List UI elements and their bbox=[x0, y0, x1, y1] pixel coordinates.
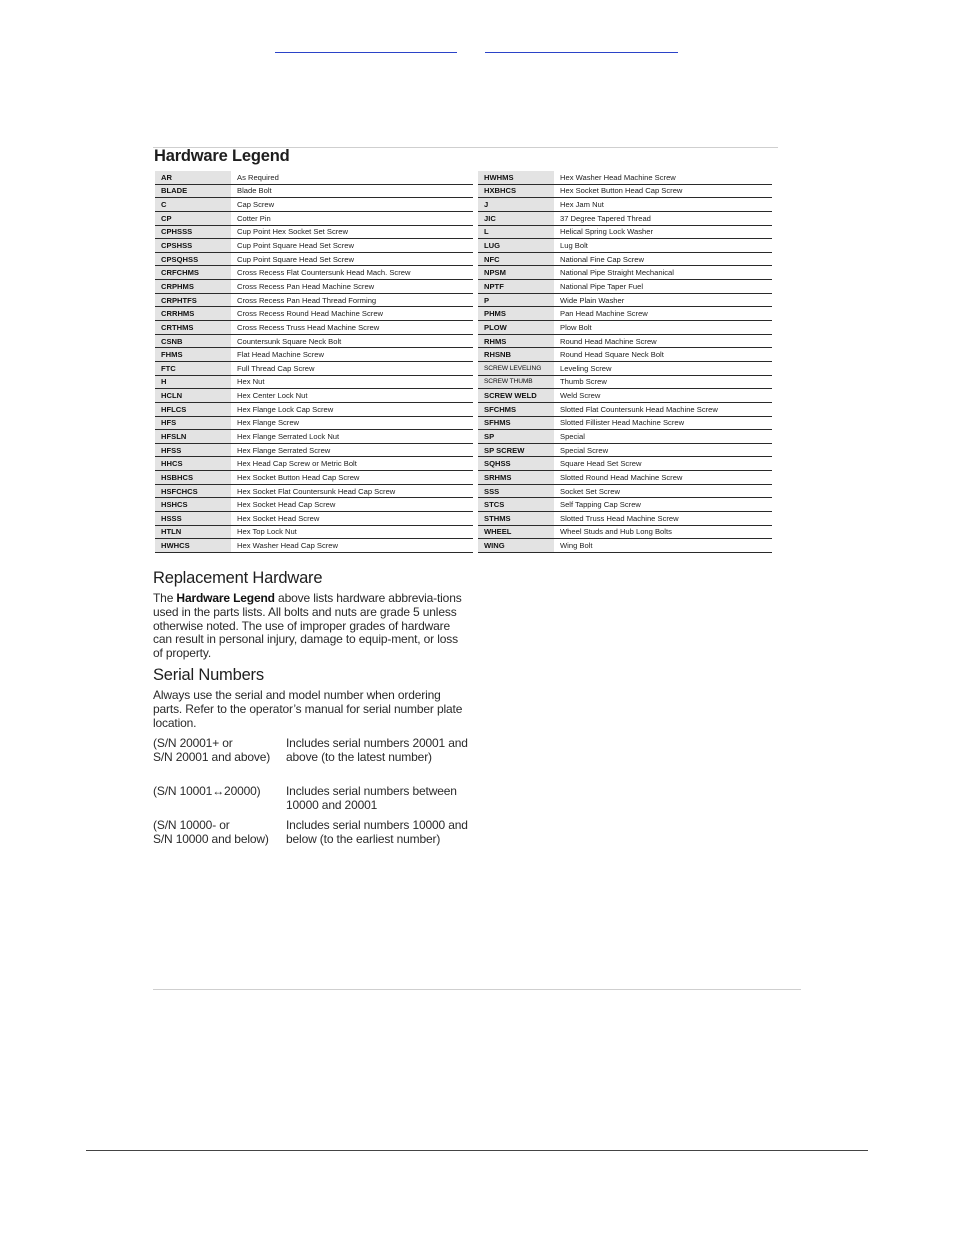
legend-code: SFHMS bbox=[478, 417, 554, 430]
legend-row bbox=[478, 498, 772, 512]
legend-row bbox=[155, 212, 473, 226]
legend-code: HWHCS bbox=[155, 539, 231, 552]
legend-description: Slotted Fillister Head Machine Screw bbox=[560, 418, 685, 428]
legend-row bbox=[155, 389, 473, 403]
legend-row bbox=[155, 294, 473, 308]
legend-description: Weld Screw bbox=[560, 391, 601, 401]
legend-row bbox=[478, 294, 772, 308]
legend-row bbox=[478, 471, 772, 485]
legend-row bbox=[155, 539, 473, 553]
legend-row bbox=[155, 266, 473, 280]
legend-description: Cross Recess Truss Head Machine Screw bbox=[237, 322, 380, 332]
legend-row bbox=[478, 526, 772, 540]
legend-row bbox=[478, 307, 772, 321]
legend-row bbox=[155, 198, 473, 212]
legend-description: Cross Recess Flat Countersunk Head Mach. Screw bbox=[237, 268, 411, 278]
legend-left-column bbox=[155, 171, 473, 553]
legend-row bbox=[478, 539, 772, 553]
legend-description: Cup Point Square Head Set Screw bbox=[237, 241, 354, 251]
legend-row bbox=[155, 335, 473, 349]
replacement-paragraph: The Hardware Legend above lists hardware abbrevia-tions used in the parts lists. All bolts and nuts are grade 5 unless otherwise noted. The use of improper grades of hardware can result in personal injury, damage to equip-ment, or loss of property. bbox=[153, 591, 462, 661]
legend-description: Hex Jam Nut bbox=[560, 200, 604, 210]
legend-description: Cross Recess Round Head Machine Screw bbox=[237, 309, 384, 319]
legend-row bbox=[155, 471, 473, 485]
legend-row bbox=[478, 444, 772, 458]
legend-row bbox=[478, 198, 772, 212]
legend-code: HTLN bbox=[155, 526, 231, 539]
legend-row bbox=[478, 185, 772, 199]
legend-code: HFLCS bbox=[155, 403, 231, 416]
legend-code: HCLN bbox=[155, 389, 231, 402]
legend-row bbox=[478, 321, 772, 335]
legend-code: BLADE bbox=[155, 185, 231, 198]
top-link-2[interactable] bbox=[485, 51, 678, 53]
legend-code: NPTF bbox=[478, 280, 554, 293]
legend-row bbox=[478, 171, 772, 185]
legend-description: Hex Center Lock Nut bbox=[237, 391, 308, 401]
legend-code: HHCS bbox=[155, 457, 231, 470]
legend-description: Cup Point Hex Socket Set Screw bbox=[237, 227, 349, 237]
legend-code: RHMS bbox=[478, 335, 554, 348]
legend-code: HXBHCS bbox=[478, 185, 554, 198]
legend-row bbox=[478, 348, 772, 362]
legend-row bbox=[155, 185, 473, 199]
legend-row bbox=[155, 253, 473, 267]
legend-code: NFC bbox=[478, 253, 554, 266]
legend-description: Hex Socket Head Cap Screw bbox=[237, 500, 336, 510]
legend-code: FHMS bbox=[155, 348, 231, 361]
legend-description: Wing Bolt bbox=[560, 541, 593, 551]
legend-code: HSSS bbox=[155, 512, 231, 525]
legend-row bbox=[155, 498, 473, 512]
legend-description: Hex Socket Flat Countersunk Head Cap Screw bbox=[237, 486, 396, 496]
serial-row-label: (S/N 20001+ or S/N 20001 and above) bbox=[153, 736, 271, 764]
legend-code: FTC bbox=[155, 362, 231, 375]
legend-description: Hex Washer Head Machine Screw bbox=[560, 172, 676, 182]
legend-code: PLOW bbox=[478, 321, 554, 334]
serial-row-desc: Includes serial numbers 10000 and below (to the earliest number) bbox=[286, 818, 468, 846]
legend-code: HSFCHCS bbox=[155, 485, 231, 498]
legend-description: Wide Plain Washer bbox=[560, 295, 625, 305]
legend-row bbox=[478, 403, 772, 417]
legend-row bbox=[478, 253, 772, 267]
legend-description: Hex Flange Screw bbox=[237, 418, 300, 428]
legend-description: Hex Flange Serrated Lock Nut bbox=[237, 431, 340, 441]
legend-description: Plow Bolt bbox=[560, 322, 592, 332]
legend-description: Self Tapping Cap Screw bbox=[560, 500, 641, 510]
legend-code: NPSM bbox=[478, 266, 554, 279]
legend-code: PHMS bbox=[478, 307, 554, 320]
legend-description: Flat Head Machine Screw bbox=[237, 350, 324, 360]
legend-code: CPSQHSS bbox=[155, 253, 231, 266]
legend-description: Wheel Studs and Hub Long Bolts bbox=[560, 527, 672, 537]
legend-row bbox=[155, 526, 473, 540]
content-bottom-divider bbox=[153, 989, 801, 990]
legend-code: HWHMS bbox=[478, 171, 554, 184]
legend-description: Full Thread Cap Screw bbox=[237, 363, 315, 373]
serial-row-label: (S/N 10001↔20000) bbox=[153, 784, 261, 798]
legend-code: P bbox=[478, 294, 554, 307]
serial-row-label: (S/N 10000- or S/N 10000 and below) bbox=[153, 818, 269, 846]
legend-code: SFCHMS bbox=[478, 403, 554, 416]
legend-code: J bbox=[478, 198, 554, 211]
legend-description: National Pipe Straight Mechanical bbox=[560, 268, 674, 278]
legend-code: HSHCS bbox=[155, 498, 231, 511]
legend-code: SP bbox=[478, 430, 554, 443]
legend-row bbox=[478, 417, 772, 431]
legend-code: WING bbox=[478, 539, 554, 552]
legend-code: CRPHMS bbox=[155, 280, 231, 293]
legend-row bbox=[155, 403, 473, 417]
legend-row bbox=[155, 348, 473, 362]
serial-row-below bbox=[153, 819, 473, 847]
legend-row bbox=[155, 512, 473, 526]
legend-code: HFS bbox=[155, 417, 231, 430]
legend-code: SP SCREW bbox=[478, 444, 554, 457]
legend-code: STCS bbox=[478, 498, 554, 511]
legend-title: Hardware Legend bbox=[154, 147, 290, 165]
legend-description: Blade Bolt bbox=[237, 186, 272, 196]
legend-code: CRPHTFS bbox=[155, 294, 231, 307]
legend-row bbox=[155, 457, 473, 471]
legend-description: Round Head Square Neck Bolt bbox=[560, 350, 664, 360]
legend-row bbox=[478, 485, 772, 499]
legend-description: Round Head Machine Screw bbox=[560, 336, 657, 346]
legend-row bbox=[155, 444, 473, 458]
legend-row bbox=[478, 376, 772, 390]
legend-description: As Required bbox=[237, 172, 279, 182]
legend-row bbox=[155, 307, 473, 321]
footer-divider bbox=[86, 1150, 868, 1151]
legend-row bbox=[155, 239, 473, 253]
legend-description: Slotted Flat Countersunk Head Machine Screw bbox=[560, 404, 718, 414]
legend-row bbox=[155, 226, 473, 240]
serial-row-desc: Includes serial numbers between 10000 and 20001 bbox=[286, 784, 457, 812]
legend-row bbox=[155, 430, 473, 444]
legend-code: HFSS bbox=[155, 444, 231, 457]
legend-code: SCREW THUMB bbox=[478, 376, 554, 389]
legend-code: H bbox=[155, 376, 231, 389]
legend-code: AR bbox=[155, 171, 231, 184]
serial-heading: Serial Numbers bbox=[153, 666, 264, 684]
legend-code: CPSHSS bbox=[155, 239, 231, 252]
legend-row bbox=[155, 417, 473, 431]
legend-code: STHMS bbox=[478, 512, 554, 525]
legend-row bbox=[478, 362, 772, 376]
legend-description: Leveling Screw bbox=[560, 363, 612, 373]
legend-code: WHEEL bbox=[478, 526, 554, 539]
legend-description: Thumb Screw bbox=[560, 377, 607, 387]
legend-code: C bbox=[155, 198, 231, 211]
legend-row bbox=[478, 512, 772, 526]
legend-row bbox=[478, 335, 772, 349]
legend-code: LUG bbox=[478, 239, 554, 252]
legend-code: RHSNB bbox=[478, 348, 554, 361]
legend-code: CRRHMS bbox=[155, 307, 231, 320]
legend-description: Cross Recess Pan Head Thread Forming bbox=[237, 295, 377, 305]
legend-code: CRFCHMS bbox=[155, 266, 231, 279]
legend-code: CSNB bbox=[155, 335, 231, 348]
legend-row bbox=[155, 280, 473, 294]
legend-description: Hex Flange Serrated Screw bbox=[237, 445, 331, 455]
legend-code: CP bbox=[155, 212, 231, 225]
legend-code: HSBHCS bbox=[155, 471, 231, 484]
hardware-legend-bold: Hardware Legend bbox=[176, 591, 275, 605]
serial-row-desc: Includes serial numbers 20001 and above (to the latest number) bbox=[286, 736, 468, 764]
legend-description: 37 Degree Tapered Thread bbox=[560, 213, 651, 223]
legend-code: SRHMS bbox=[478, 471, 554, 484]
legend-description: Pan Head Machine Screw bbox=[560, 309, 648, 319]
legend-row bbox=[478, 266, 772, 280]
legend-row bbox=[155, 376, 473, 390]
legend-row bbox=[155, 362, 473, 376]
legend-row bbox=[155, 485, 473, 499]
legend-description: Cotter Pin bbox=[237, 213, 271, 223]
serial-row-between bbox=[153, 785, 473, 813]
legend-row bbox=[478, 226, 772, 240]
legend-description: National Pipe Taper Fuel bbox=[560, 281, 644, 291]
legend-description: Helical Spring Lock Washer bbox=[560, 227, 653, 237]
serial-paragraph: Always use the serial and model number when ordering parts. Refer to the operator’s manual for serial number plate location. bbox=[153, 688, 463, 730]
top-link-1[interactable] bbox=[275, 51, 457, 53]
legend-code: SSS bbox=[478, 485, 554, 498]
legend-description: Hex Top Lock Nut bbox=[237, 527, 297, 537]
legend-code: JIC bbox=[478, 212, 554, 225]
legend-description: Hex Flange Lock Cap Screw bbox=[237, 404, 334, 414]
legend-description: Hex Socket Button Head Cap Screw bbox=[237, 472, 360, 482]
legend-description: Special bbox=[560, 431, 585, 441]
legend-row bbox=[478, 389, 772, 403]
legend-description: Hex Washer Head Cap Screw bbox=[237, 541, 339, 551]
legend-code: SCREW LEVELING bbox=[478, 362, 554, 375]
legend-row bbox=[478, 212, 772, 226]
legend-right-column bbox=[478, 171, 772, 553]
legend-description: Slotted Round Head Machine Screw bbox=[560, 472, 683, 482]
legend-description: Hex Socket Head Screw bbox=[237, 513, 320, 523]
legend-description: Cup Point Square Head Set Screw bbox=[237, 254, 354, 264]
legend-row bbox=[478, 239, 772, 253]
legend-description: Slotted Truss Head Machine Screw bbox=[560, 513, 679, 523]
legend-code: HFSLN bbox=[155, 430, 231, 443]
legend-row bbox=[155, 171, 473, 185]
legend-row bbox=[478, 430, 772, 444]
legend-description: Hex Socket Button Head Cap Screw bbox=[560, 186, 683, 196]
replacement-heading: Replacement Hardware bbox=[153, 569, 323, 587]
legend-code: CRTHMS bbox=[155, 321, 231, 334]
legend-code: L bbox=[478, 226, 554, 239]
legend-description: Hex Head Cap Screw or Metric Bolt bbox=[237, 459, 357, 469]
legend-description: Lug Bolt bbox=[560, 241, 588, 251]
legend-description: Cross Recess Pan Head Machine Screw bbox=[237, 281, 375, 291]
legend-code: SQHSS bbox=[478, 457, 554, 470]
legend-description: National Fine Cap Screw bbox=[560, 254, 644, 264]
legend-description: Hex Nut bbox=[237, 377, 265, 387]
legend-description: Countersunk Square Neck Bolt bbox=[237, 336, 342, 346]
legend-row bbox=[478, 280, 772, 294]
legend-description: Socket Set Screw bbox=[560, 486, 620, 496]
legend-code: SCREW WELD bbox=[478, 389, 554, 402]
legend-row bbox=[478, 457, 772, 471]
legend-description: Special Screw bbox=[560, 445, 609, 455]
legend-row bbox=[155, 321, 473, 335]
serial-row-above bbox=[153, 737, 473, 765]
legend-code: CPHSSS bbox=[155, 226, 231, 239]
legend-description: Square Head Set Screw bbox=[560, 459, 642, 469]
legend-description: Cap Screw bbox=[237, 200, 275, 210]
